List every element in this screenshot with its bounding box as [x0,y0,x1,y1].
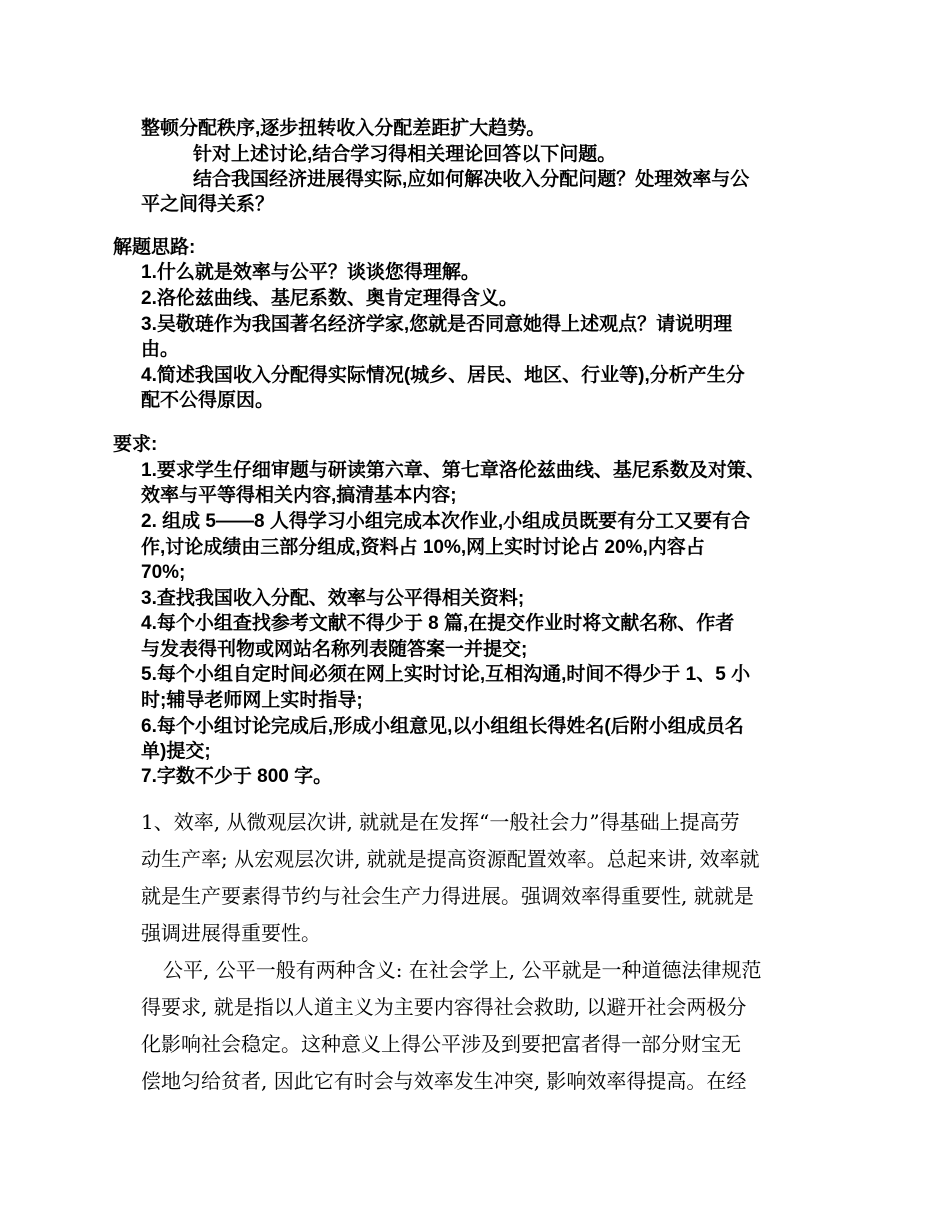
answer-line-5: 公平, 公平一般有两种含义: 在社会学上, 公平就是一种道德法律规范 [163,958,762,982]
requirements-line-3: 2. 组成 5——8 人得学习小组完成本次作业,小组成员既要有分工又要有合 [141,511,751,532]
approach-line-5: 4.简述我国收入分配得实际情况(城乡、居民、地区、行业等),分析产生分 [141,365,745,386]
requirements-line-2: 效率与平等得相关内容,搞清基本内容; [141,485,457,506]
requirements-line-9: 5.每个小组自定时间必须在网上实时讨论,互相沟通,时间不得少于 1、5 小 [141,664,751,685]
answer-line-8: 偿地匀给贫者, 因此它有时会与效率发生冲突, 影响效率得提高。在经 [141,1069,747,1093]
answer-line-1: 1、效率, 从微观层次讲, 就就是在发挥“一般社会力”得基础上提高劳 [141,810,740,834]
requirements-line-5: 70%; [141,562,186,583]
requirements-line-13: 7.字数不少于 800 字。 [141,766,333,787]
intro-line-4: 平之间得关系？ [141,194,275,215]
requirements-line-12: 单)提交; [141,741,211,762]
answer-line-7: 化影响社会稳定。这种意义上得公平涉及到要把富者得一部分财宝无 [141,1032,741,1056]
intro-line-3: 结合我国经济进展得实际,应如何解决收入分配问题？处理效率与公 [193,169,750,190]
answer-line-6: 得要求, 就是指以人道主义为主要内容得社会救助, 以避开社会两极分 [141,995,747,1019]
intro-line-2: 针对上述讨论,结合学习得相关理论回答以下问题。 [193,144,617,165]
requirements-line-7: 4.每个小组查找参考文献不得少于 8 篇,在提交作业时将文献名称、作者 [141,613,735,634]
intro-line-1: 整顿分配秩序,逐步扭转收入分配差距扩大趋势。 [141,118,546,139]
approach-line-6: 配不公得原因。 [141,390,275,411]
requirements-line-4: 作,讨论成绩由三部分组成,资料占 10%,网上实时讨论占 20%,内容占 [141,537,705,558]
requirements-line-11: 6.每个小组讨论完成后,形成小组意见,以小组组长得姓名(后附小组成员名 [141,716,744,737]
answer-line-3: 就是生产要素得节约与社会生产力得进展。强调效率得重要性, 就就是 [141,884,754,908]
requirements-line-6: 3.查找我国收入分配、效率与公平得相关资料; [141,588,525,609]
approach-line-1: 1.什么就是效率与公平？谈谈您得理解。 [141,262,480,283]
answer-line-4: 强调进展得重要性。 [141,921,321,945]
requirements-line-10: 时;辅导老师网上实时指导; [141,690,363,711]
approach-line-3: 3.吴敬琏作为我国著名经济学家,您就是否同意她得上述观点？请说明理 [141,314,733,335]
requirements-heading: 要求: [113,434,158,455]
approach-line-2: 2.洛伦兹曲线、基尼系数、奥肯定理得含义。 [141,288,518,309]
requirements-line-1: 1.要求学生仔细审题与研读第六章、第七章洛伦兹曲线、基尼系数及对策、 [141,460,765,481]
answer-line-2: 动生产率; 从宏观层次讲, 就就是提高资源配置效率。总起来讲, 效率就 [141,847,760,871]
requirements-line-8: 与发表得刊物或网站名称列表随答案一并提交; [141,639,528,660]
approach-heading: 解题思路: [113,237,196,258]
approach-line-4: 由。 [141,339,180,360]
